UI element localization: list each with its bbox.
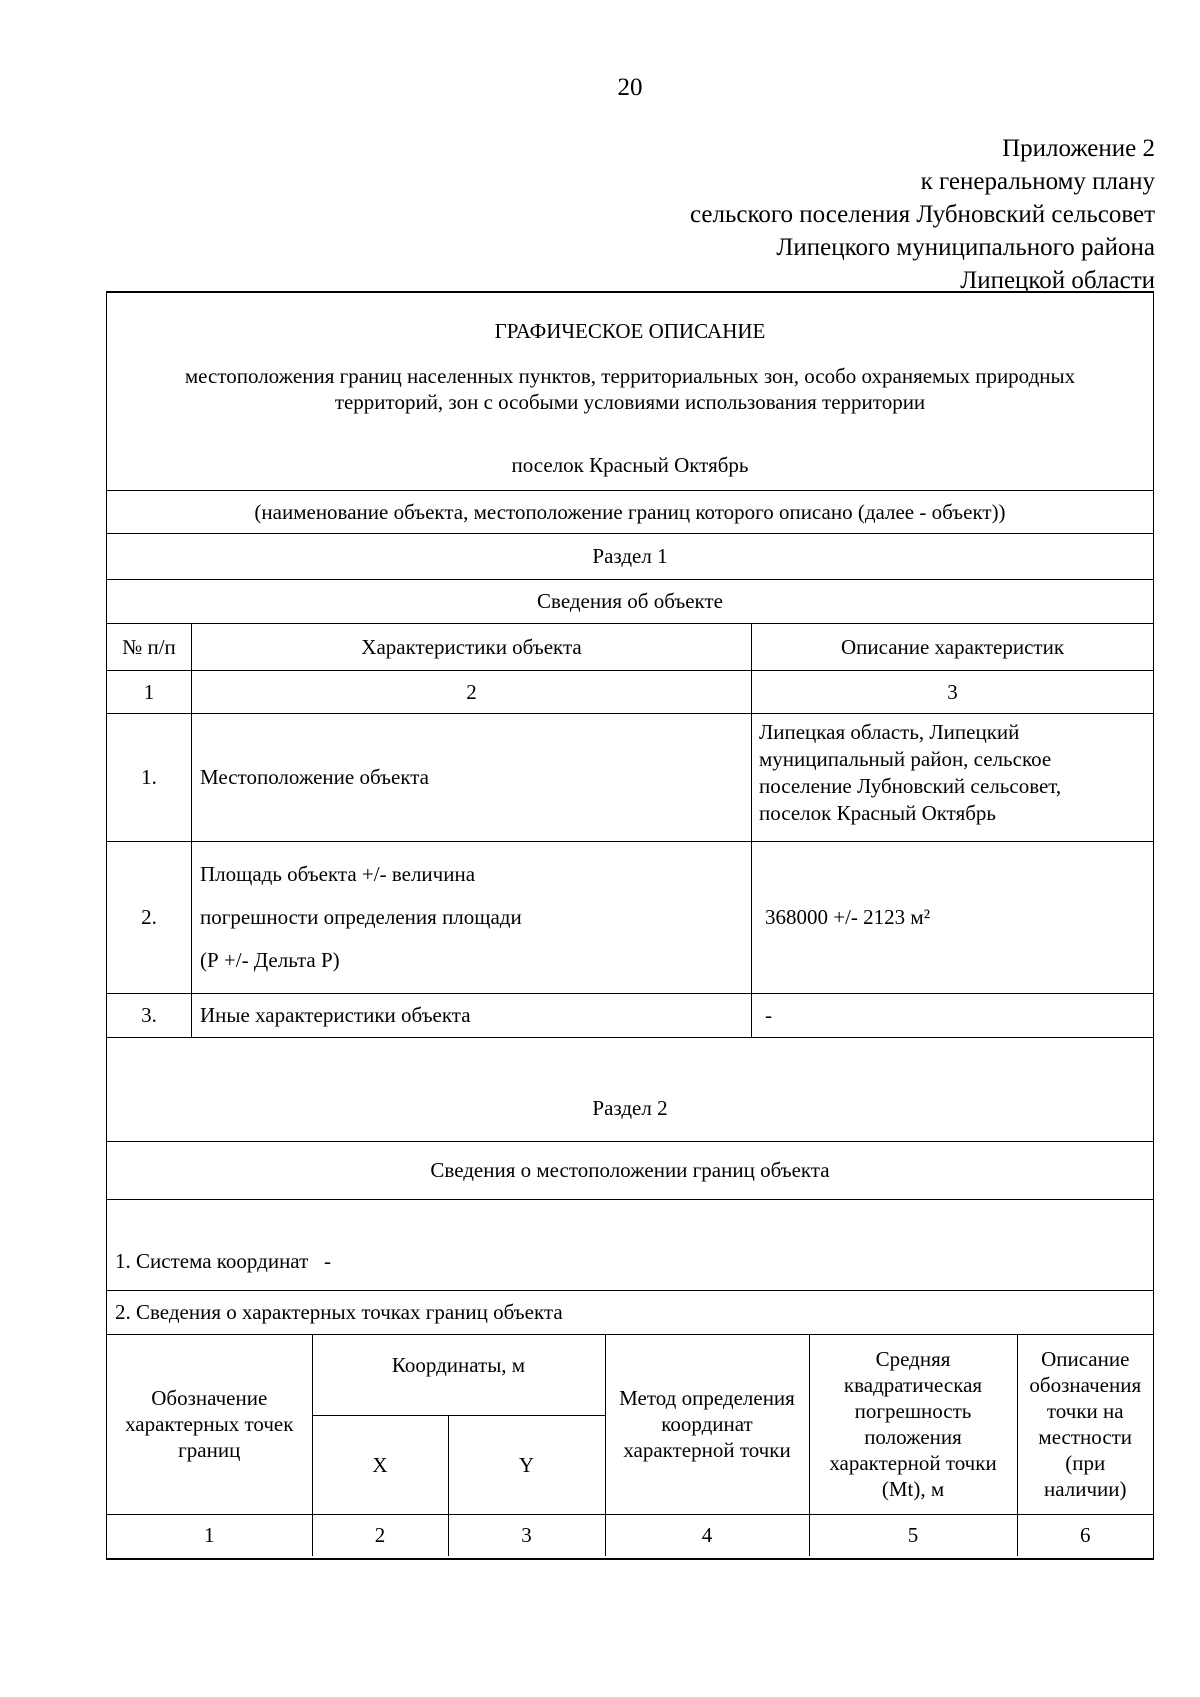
- header-line: (Mt), м: [881, 1477, 945, 1502]
- section2-title: Раздел 2: [592, 1096, 668, 1120]
- section1-subtitle: Сведения об объекте: [537, 589, 723, 613]
- appendix-line: Липецкой области: [960, 267, 1155, 294]
- header-line: Обозначение: [151, 1386, 268, 1411]
- header-line: наличии): [1044, 1477, 1127, 1502]
- graphic-description-form: [106, 291, 1154, 1560]
- column-number: 1: [107, 671, 192, 713]
- points-header-coordinates: Координаты, м: [312, 1335, 605, 1415]
- row-description: -: [765, 1003, 772, 1027]
- header-line: погрешность: [854, 1399, 972, 1424]
- header-line: местности: [1038, 1425, 1133, 1450]
- section1-subtitle-row: [107, 580, 1153, 624]
- appendix-block: [690, 132, 1155, 297]
- row-number: 1.: [107, 714, 192, 841]
- table-row: [107, 842, 1153, 994]
- object-caption-text: (наименование объекта, местоположение границ которого описано (далее - объект)): [254, 499, 1006, 524]
- section1-title-row: [107, 534, 1153, 580]
- page-number: 20: [617, 74, 643, 101]
- header-line: Средняя: [875, 1347, 951, 1372]
- object-name: поселок Красный Октябрь: [511, 453, 749, 477]
- form-subtitle-line: местоположения границ населенных пунктов, территориальных зон, особо охраняемых природных: [184, 364, 1076, 388]
- description-line: Липецкая область, Липецкий: [759, 720, 1020, 744]
- description-line: поселение Лубновский сельсовет,: [759, 774, 1062, 798]
- header-line: (при: [1065, 1451, 1106, 1476]
- table-row: [107, 994, 1153, 1038]
- row-name-line: погрешности определения площади: [200, 905, 522, 929]
- points-column-number: 6: [1017, 1514, 1153, 1556]
- points-header-method: [605, 1335, 809, 1514]
- points-column-number: 2: [312, 1514, 448, 1556]
- points-label-row: [107, 1291, 1153, 1335]
- column-header: Характеристики объекта: [192, 624, 752, 670]
- header-line: Метод определения: [619, 1386, 795, 1411]
- description-line: муниципальный район, сельское: [759, 747, 1052, 771]
- appendix-line: Приложение 2: [1002, 135, 1155, 162]
- section2-subtitle-row: [107, 1142, 1153, 1200]
- points-header-y: Y: [448, 1415, 605, 1514]
- header-line: квадратическая: [843, 1373, 983, 1398]
- coordinate-system-row: [107, 1200, 1153, 1291]
- points-column-number: 4: [605, 1514, 809, 1556]
- coordinate-system-value: -: [324, 1249, 332, 1273]
- header-line: характерной точки: [623, 1438, 791, 1463]
- header-line: границ: [178, 1438, 241, 1463]
- section1-column-headers: [107, 624, 1153, 671]
- points-column-number: 5: [809, 1514, 1017, 1556]
- form-subtitle-line: территорий, зон с особыми условиями использования территории: [334, 390, 926, 414]
- form-header: [107, 293, 1153, 491]
- row-name: Иные характеристики объекта: [192, 994, 752, 1037]
- object-caption: [107, 491, 1153, 534]
- column-number: 2: [192, 671, 752, 713]
- column-number: 3: [947, 679, 958, 704]
- coordinate-system-label: 1. Система координат: [115, 1249, 309, 1273]
- header-line: обозначения: [1029, 1373, 1142, 1398]
- appendix-line: к генеральному плану: [920, 168, 1155, 195]
- header-line: положения: [864, 1425, 962, 1450]
- header-line: характерных точек: [125, 1412, 294, 1437]
- form-title: ГРАФИЧЕСКОЕ ОПИСАНИЕ: [494, 319, 766, 343]
- section1-column-numbers: [107, 671, 1153, 714]
- points-column-number: 1: [107, 1514, 312, 1556]
- table-row: [107, 714, 1153, 842]
- row-name-line: Площадь объекта +/- величина: [200, 862, 476, 886]
- points-table-wrapper: [107, 1335, 1153, 1558]
- description-line: поселок Красный Октябрь: [759, 801, 996, 825]
- row-name: Местоположение объекта: [192, 714, 752, 841]
- points-table: [107, 1335, 1153, 1556]
- header-line: характерной точки: [829, 1451, 997, 1476]
- row-description: 368000 +/- 2123 м²: [765, 905, 931, 929]
- header-line: точки на: [1046, 1399, 1124, 1424]
- section2-title-row: [107, 1038, 1153, 1142]
- row-name: [192, 842, 752, 993]
- coordinate-system: [115, 1248, 331, 1275]
- column-header: Описание характеристик: [840, 634, 1065, 659]
- points-label: 2. Сведения о характерных точках границ объекта: [115, 1300, 563, 1324]
- row-number: 2.: [107, 842, 192, 993]
- points-header-designation: [107, 1335, 312, 1514]
- row-name-line: (Р +/- Дельта Р): [200, 948, 340, 972]
- row-number: 3.: [107, 994, 192, 1037]
- header-line: Описание: [1041, 1347, 1130, 1372]
- section1-title: Раздел 1: [592, 544, 668, 568]
- points-header-x: X: [312, 1415, 448, 1514]
- appendix-line: сельского поселения Лубновский сельсовет: [690, 201, 1155, 228]
- appendix-line: Липецкого муниципального района: [776, 234, 1155, 261]
- section2-subtitle: Сведения о местоположении границ объекта: [430, 1158, 830, 1182]
- header-line: координат: [661, 1412, 753, 1437]
- column-header: № п/п: [107, 624, 192, 670]
- points-column-number: 3: [448, 1514, 605, 1556]
- points-header-description: [1017, 1335, 1153, 1514]
- points-header-accuracy: [809, 1335, 1017, 1514]
- row-description: [752, 714, 1153, 841]
